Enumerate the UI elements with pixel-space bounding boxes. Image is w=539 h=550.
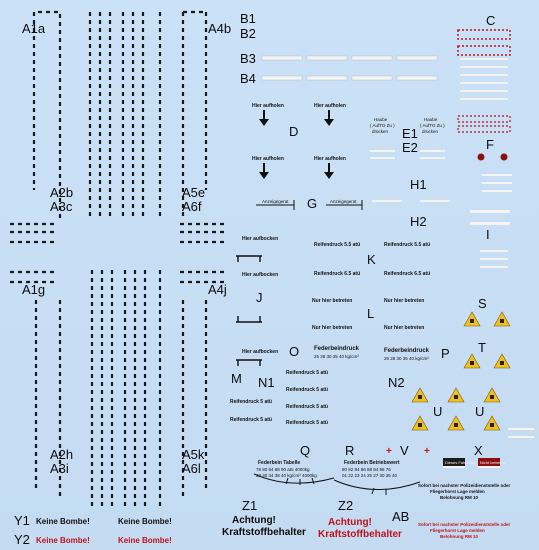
reifendruck-5-3: Reifendruck 5 atü bbox=[230, 399, 272, 405]
reifendruck-65-2: Reifendruck 6.5 atü bbox=[384, 271, 431, 277]
label-e2: E2 bbox=[402, 140, 418, 155]
f-dot bbox=[501, 154, 508, 161]
reifendruck-5-4: Reifendruck 5 atü bbox=[286, 404, 328, 410]
anzeigegerat-2: Anzeigegerat bbox=[330, 199, 357, 204]
keine-bombe-red-1: Keine Bombe! bbox=[36, 536, 90, 545]
kraftstoffbehalter-black: Kraftstoffbehalter bbox=[222, 527, 306, 538]
label-y2: Y2 bbox=[14, 532, 30, 547]
nur-hier-betreten-2: Nur hier betreten bbox=[384, 298, 425, 304]
label-n1: N1 bbox=[258, 375, 275, 390]
keine-bombe-red-2: Keine Bombe! bbox=[118, 536, 172, 545]
anzeigegerat-1: Anzeigegerat bbox=[262, 199, 289, 204]
hier-aufbocken-2: Hier aufbocken bbox=[242, 272, 279, 278]
label-b2: B2 bbox=[240, 26, 256, 41]
x-plate-text-1: Dieses Fahrzeug bbox=[445, 460, 476, 465]
reifendruck-55-1: Reifendruck 5.5 atü bbox=[314, 242, 361, 248]
label-a2h: A2h bbox=[50, 447, 74, 462]
label-a5e: A5e bbox=[182, 185, 206, 200]
hier-aufholen-2: Hier aufholen bbox=[314, 103, 346, 109]
reifendruck-55-2: Reifendruck 5.5 atü bbox=[384, 242, 431, 248]
label-a3c: A3c bbox=[50, 199, 73, 214]
achtung-red: Achtung! bbox=[328, 517, 372, 528]
hier-aufholen-1: Hier aufholen bbox=[252, 103, 284, 109]
sofort-red-2: Fliegerhorst Lage melden bbox=[430, 528, 485, 533]
label-j: J bbox=[256, 290, 263, 305]
reifendruck-5-1: Reifendruck 5 atü bbox=[286, 370, 328, 376]
haube-text-5: ( AufTO Zu ) bbox=[420, 123, 445, 128]
federbein-right-row1: 80 82 84 86 88 94 95 76 bbox=[342, 467, 391, 472]
f-dot bbox=[478, 154, 485, 161]
haube-text-3: drücken bbox=[372, 129, 389, 134]
label-h2: H2 bbox=[410, 214, 427, 229]
sofort-black-2: Fliegerhorst Lage melden bbox=[430, 489, 485, 494]
d-arrows bbox=[259, 110, 334, 179]
keine-bombe-black-2: Keine Bombe! bbox=[118, 517, 172, 526]
label-d: D bbox=[289, 124, 299, 139]
label-v: V bbox=[400, 443, 409, 458]
hier-aufbocken-1: Hier aufbocken bbox=[242, 236, 279, 242]
label-u2: U bbox=[475, 404, 485, 419]
label-b4: B4 bbox=[240, 71, 256, 86]
r-curve bbox=[334, 480, 420, 495]
sofort-black-3: Belohnung RM 10 bbox=[440, 495, 478, 500]
label-r: R bbox=[345, 443, 355, 458]
federbein-table-title: Federbein Tabelle bbox=[258, 460, 301, 466]
nur-hier-betreten-4: Nur hier betreten bbox=[384, 325, 425, 331]
hier-aufbocken-3: Hier aufbocken bbox=[242, 349, 279, 355]
label-l: L bbox=[367, 306, 375, 321]
keine-bombe-black-1: Keine Bombe! bbox=[36, 517, 90, 526]
nur-hier-betreten-3: Nur hier betreten bbox=[312, 325, 353, 331]
label-s: S bbox=[478, 296, 487, 311]
sofort-red-1: Sofort bei nachster Polizeidienststelle oder bbox=[418, 522, 511, 527]
label-b1: B1 bbox=[240, 11, 256, 26]
label-x: X bbox=[474, 443, 483, 458]
label-p: P bbox=[441, 346, 450, 361]
label-g: G bbox=[307, 196, 318, 211]
label-z2: Z2 bbox=[338, 498, 354, 513]
federbein-table-row2: 28 30 34 38 40 kg/cm² 4000kg bbox=[256, 473, 317, 478]
federbeindruck-sub-1: 25 28 30 35 40 kg/cm² bbox=[314, 354, 359, 359]
label-i: I bbox=[486, 227, 490, 242]
label-k: K bbox=[367, 252, 376, 267]
label-a2b: A2b bbox=[50, 185, 74, 200]
haube-text-2: ( AufTO Zu ) bbox=[370, 123, 395, 128]
reifendruck-5-5: Reifendruck 5 atü bbox=[230, 417, 272, 423]
federbeindruck-2: Federbeindruck bbox=[384, 348, 430, 354]
label-n2: N2 bbox=[388, 375, 405, 390]
nur-hier-betreten-1: Nur hier betreten bbox=[312, 298, 353, 304]
haube-text-4: Haube bbox=[424, 117, 438, 122]
x-plate-text-2: Nicht betreten bbox=[480, 460, 505, 465]
c-dashed-stripes bbox=[458, 30, 510, 132]
label-a4b: A4b bbox=[208, 21, 232, 36]
label-h1: H1 bbox=[410, 177, 427, 192]
federbeindruck-sub-2: 25 28 30 35 40 kg/cm² bbox=[384, 356, 429, 361]
label-a3i: A3i bbox=[50, 461, 69, 476]
label-ab: AB bbox=[392, 509, 410, 524]
warning-triangles bbox=[412, 312, 510, 430]
hier-aufholen-4: Hier aufholen bbox=[314, 156, 346, 162]
red-plus-1: + bbox=[386, 446, 392, 457]
label-a1g: A1g bbox=[22, 282, 46, 297]
label-z1: Z1 bbox=[242, 498, 258, 513]
federbein-right-title: Federbein Betriebswert bbox=[344, 460, 400, 466]
label-a4j: A4j bbox=[208, 282, 227, 297]
label-a5k: A5k bbox=[182, 447, 205, 462]
federbeindruck-1: Federbeindruck bbox=[314, 346, 360, 352]
label-y1: Y1 bbox=[14, 513, 30, 528]
label-m: M bbox=[231, 371, 242, 386]
kraftstoffbehalter-red: Kraftstoffbehalter bbox=[318, 529, 402, 540]
label-e1: E1 bbox=[402, 126, 418, 141]
hier-aufholen-3: Hier aufholen bbox=[252, 156, 284, 162]
haube-text-6: drücken bbox=[422, 129, 439, 134]
label-f: F bbox=[486, 137, 494, 152]
label-u1: U bbox=[433, 404, 443, 419]
red-plus-2: + bbox=[424, 446, 430, 457]
label-t: T bbox=[478, 340, 486, 355]
sofort-red-3: Belohnung RM 10 bbox=[440, 534, 478, 539]
federbein-right-row2: 01 22 23 24 25 27 30 35 40 bbox=[342, 473, 398, 478]
label-a6l: A6l bbox=[182, 461, 201, 476]
label-o: O bbox=[289, 344, 300, 359]
haube-text-1: Haube bbox=[374, 117, 388, 122]
label-a1a: A1a bbox=[22, 21, 46, 36]
reifendruck-5-2: Reifendruck 5 atü bbox=[286, 387, 328, 393]
label-q: Q bbox=[300, 443, 311, 458]
sofort-black-1: Sofort bei nachster Polizeidienststelle oder bbox=[418, 483, 511, 488]
reifendruck-5-6: Reifendruck 5 atü bbox=[286, 420, 328, 426]
achtung-black: Achtung! bbox=[232, 515, 276, 526]
label-a6f: A6f bbox=[182, 199, 202, 214]
label-b3: B3 bbox=[240, 51, 256, 66]
reifendruck-65-1: Reifendruck 6.5 atü bbox=[314, 271, 361, 277]
label-c: C bbox=[486, 13, 496, 28]
federbein-table-row1: 78 80 84 88 90 atü 4000kg bbox=[256, 467, 310, 472]
